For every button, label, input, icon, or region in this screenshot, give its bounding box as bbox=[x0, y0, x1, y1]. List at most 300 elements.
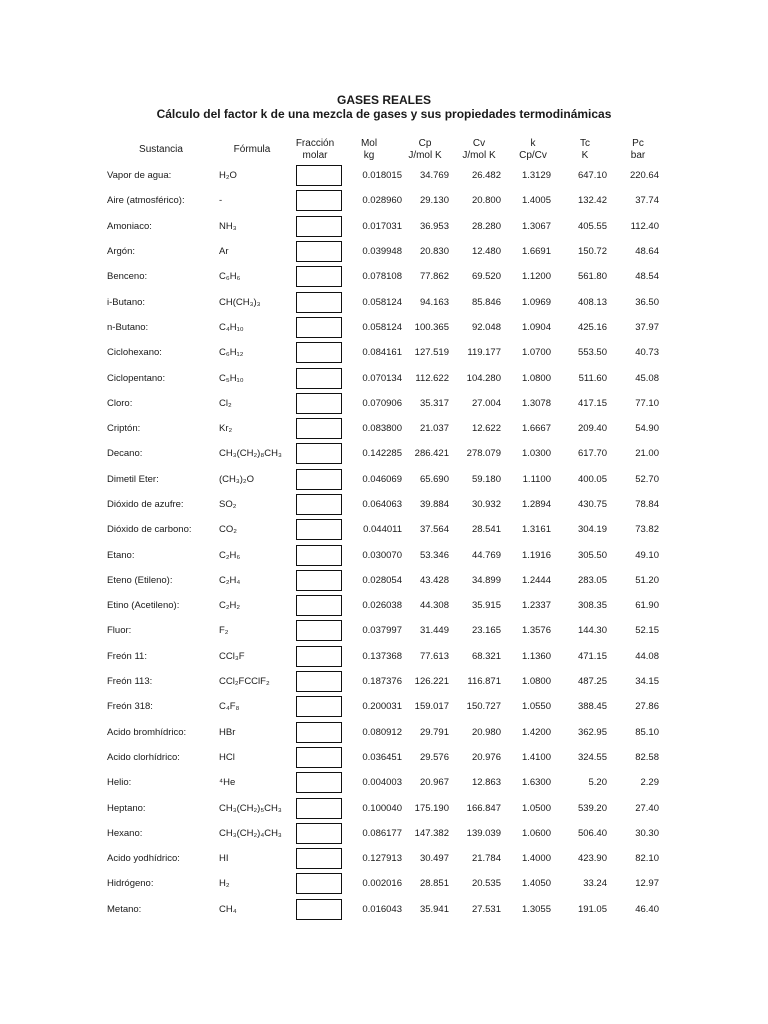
pc-value: 48.54 bbox=[635, 271, 659, 283]
pc-value: 85.10 bbox=[635, 726, 659, 738]
substance-formula: C₄F₈ bbox=[219, 701, 240, 713]
pc-value: 82.58 bbox=[635, 751, 659, 763]
table-row bbox=[104, 897, 659, 922]
tc-value: 283.05 bbox=[577, 574, 607, 586]
cp-value: 126.221 bbox=[414, 676, 449, 688]
header-tc-line1: Tc bbox=[580, 138, 590, 149]
cv-value: 26.482 bbox=[471, 170, 501, 182]
substance-formula: CH₄ bbox=[219, 903, 237, 915]
pc-value: 44.08 bbox=[635, 650, 659, 662]
molar-fraction-input[interactable] bbox=[296, 469, 342, 490]
molar-fraction-cell bbox=[294, 289, 346, 314]
molar-fraction-input[interactable] bbox=[296, 443, 342, 464]
cp-value: 39.884 bbox=[419, 499, 449, 510]
table-row bbox=[104, 618, 659, 643]
pc-value: 54.90 bbox=[635, 423, 659, 435]
molar-fraction-cell bbox=[294, 441, 346, 466]
cp-value: 175.190 bbox=[414, 802, 449, 814]
cp-value: 35.941 bbox=[419, 903, 449, 915]
molar-fraction-cell bbox=[294, 745, 346, 770]
k-value: 1.6667 bbox=[521, 423, 551, 435]
cv-value: 166.847 bbox=[466, 802, 501, 814]
pc-value: 73.82 bbox=[635, 524, 659, 536]
tc-value: 150.72 bbox=[577, 246, 607, 258]
substance-formula: CCl₃F bbox=[219, 650, 245, 662]
page-subtitle: Cálculo del factor k de una mezcla de gases y sus propiedades termodinámicas bbox=[156, 107, 612, 121]
molar-fraction-input[interactable] bbox=[296, 722, 342, 743]
molar-mass: 0.187376 bbox=[362, 676, 402, 688]
molar-fraction-cell bbox=[294, 669, 346, 694]
substance-name: Dióxido de carbono: bbox=[107, 524, 192, 536]
molar-fraction-input[interactable] bbox=[296, 418, 342, 439]
tc-value: 400.05 bbox=[577, 473, 607, 485]
molar-fraction-cell bbox=[294, 264, 346, 289]
page-title: GASES REALES bbox=[336, 93, 432, 107]
substance-name: Aire (atmosférico): bbox=[107, 195, 185, 207]
molar-fraction-input[interactable] bbox=[296, 899, 342, 920]
k-value: 1.2337 bbox=[521, 600, 551, 612]
molar-mass: 0.084161 bbox=[362, 347, 402, 359]
molar-mass: 0.030070 bbox=[362, 549, 402, 561]
substance-formula: C₆H₁₂ bbox=[219, 347, 244, 359]
cp-value: 29.576 bbox=[419, 751, 449, 763]
header-fraccion bbox=[287, 138, 343, 162]
table-row bbox=[104, 289, 659, 314]
substance-name: Decano: bbox=[107, 448, 143, 460]
table-row bbox=[104, 163, 659, 188]
tc-value: 304.19 bbox=[577, 524, 607, 536]
molar-fraction-input[interactable] bbox=[296, 519, 342, 540]
substance-name: Etano: bbox=[107, 549, 135, 561]
molar-fraction-input[interactable] bbox=[296, 368, 342, 389]
molar-fraction-cell bbox=[294, 492, 346, 517]
header-cp bbox=[400, 138, 450, 162]
tc-value: 324.55 bbox=[577, 751, 607, 763]
k-value: 1.3129 bbox=[521, 170, 551, 182]
cv-value: 23.165 bbox=[471, 625, 501, 637]
molar-fraction-input[interactable] bbox=[296, 165, 342, 186]
cv-value: 30.932 bbox=[471, 499, 501, 510]
molar-mass: 0.044011 bbox=[363, 524, 402, 536]
molar-fraction-cell bbox=[294, 467, 346, 492]
molar-fraction-input[interactable] bbox=[296, 798, 342, 819]
cp-value: 35.317 bbox=[419, 397, 449, 409]
k-value: 1.4000 bbox=[521, 853, 551, 865]
tc-value: 362.95 bbox=[577, 726, 607, 738]
k-value: 1.3078 bbox=[521, 397, 551, 409]
k-value: 1.1916 bbox=[521, 549, 551, 561]
molar-fraction-input[interactable] bbox=[296, 266, 342, 287]
substance-formula: C₂H₂ bbox=[219, 600, 241, 612]
table-row bbox=[104, 669, 659, 694]
pc-value: 52.15 bbox=[635, 625, 659, 637]
substance-name: Acido yodhídrico: bbox=[107, 853, 180, 865]
molar-fraction-cell bbox=[294, 821, 346, 846]
cv-value: 68.321 bbox=[471, 650, 501, 662]
pc-value: 112.40 bbox=[630, 220, 659, 232]
cv-value: 139.039 bbox=[466, 827, 501, 839]
table-row bbox=[104, 264, 659, 289]
cv-value: 12.622 bbox=[471, 423, 501, 435]
cv-value: 119.177 bbox=[467, 347, 501, 359]
cv-value: 27.531 bbox=[471, 903, 501, 915]
tc-value: 209.40 bbox=[577, 423, 607, 435]
table-row bbox=[104, 239, 659, 264]
header-cp-line1: Cp bbox=[418, 138, 432, 149]
molar-fraction-cell bbox=[294, 720, 346, 745]
cv-value: 85.846 bbox=[471, 296, 501, 308]
cv-value: 35.915 bbox=[471, 600, 501, 612]
molar-fraction-input[interactable] bbox=[296, 190, 342, 211]
molar-fraction-cell bbox=[294, 618, 346, 643]
table-row bbox=[104, 517, 659, 542]
substance-name: Fluor: bbox=[107, 625, 132, 637]
molar-mass: 0.016043 bbox=[362, 903, 402, 915]
k-value: 1.0700 bbox=[521, 347, 551, 359]
molar-mass: 0.086177 bbox=[362, 827, 402, 839]
cv-value: 20.980 bbox=[471, 726, 501, 738]
k-value: 1.0800 bbox=[521, 676, 551, 688]
header-k bbox=[511, 138, 555, 162]
molar-fraction-cell bbox=[294, 214, 346, 239]
molar-fraction-input[interactable] bbox=[296, 747, 342, 768]
table-row bbox=[104, 568, 659, 593]
substance-name: Criptón: bbox=[107, 423, 141, 435]
substance-name: Freón 318: bbox=[107, 701, 153, 713]
molar-fraction-input[interactable] bbox=[296, 292, 342, 313]
cp-value: 36.953 bbox=[419, 220, 449, 232]
molar-fraction-cell bbox=[294, 795, 346, 820]
substance-formula: C₅H₁₀ bbox=[219, 372, 244, 384]
substance-formula: HBr bbox=[219, 726, 236, 738]
molar-fraction-input[interactable] bbox=[296, 570, 342, 591]
k-value: 1.1200 bbox=[521, 271, 551, 283]
molar-fraction-input[interactable] bbox=[296, 545, 342, 566]
table-row bbox=[104, 745, 659, 770]
header-tc bbox=[565, 138, 605, 162]
header-sustancia bbox=[126, 144, 196, 156]
pc-value: 46.40 bbox=[635, 903, 659, 915]
molar-mass: 0.002016 bbox=[362, 878, 402, 890]
tc-value: 471.15 bbox=[577, 650, 607, 662]
substance-name: Acido clorhídrico: bbox=[107, 751, 180, 763]
table-row bbox=[104, 315, 659, 340]
pc-value: 40.73 bbox=[635, 347, 659, 359]
header-sustancia-label: Sustancia bbox=[139, 144, 183, 155]
cv-value: 44.769 bbox=[471, 549, 501, 561]
substance-formula: CH(CH₃)₃ bbox=[219, 296, 261, 308]
substance-name: Freón 113: bbox=[107, 676, 153, 688]
substance-formula: CCl₂FCClF₂ bbox=[219, 676, 270, 688]
pc-value: 45.08 bbox=[635, 372, 659, 384]
molar-fraction-cell bbox=[294, 188, 346, 213]
molar-fraction-input[interactable] bbox=[296, 241, 342, 262]
substance-name: Benceno: bbox=[107, 271, 148, 283]
molar-fraction-input[interactable] bbox=[296, 772, 342, 793]
cp-value: 44.308 bbox=[419, 600, 449, 612]
molar-fraction-cell bbox=[294, 897, 346, 922]
cv-value: 116.871 bbox=[467, 676, 501, 688]
molar-mass: 0.083800 bbox=[362, 423, 402, 435]
molar-fraction-input[interactable] bbox=[296, 646, 342, 667]
molar-mass: 0.018015 bbox=[362, 170, 402, 182]
cp-value: 29.130 bbox=[419, 195, 449, 207]
substance-formula: ⁴He bbox=[219, 777, 236, 789]
tc-value: 511.60 bbox=[578, 372, 607, 384]
molar-fraction-cell bbox=[294, 542, 346, 567]
substance-name: Acido bromhídrico: bbox=[107, 726, 187, 738]
substance-name: i-Butano: bbox=[107, 296, 146, 308]
molar-fraction-cell bbox=[294, 644, 346, 669]
cv-value: 150.727 bbox=[466, 701, 501, 713]
pc-value: 37.97 bbox=[635, 321, 659, 333]
cp-value: 94.163 bbox=[419, 296, 449, 308]
substance-formula: C₂H₄ bbox=[219, 574, 241, 586]
header-mol-line2: kg bbox=[363, 150, 375, 161]
substance-name: Dimetil Eter: bbox=[107, 473, 159, 485]
molar-mass: 0.039948 bbox=[362, 246, 402, 258]
cv-value: 20.976 bbox=[471, 751, 501, 763]
pc-value: 27.40 bbox=[635, 802, 659, 814]
substance-formula: CH₃(CH₂)₈CH₃ bbox=[219, 448, 282, 460]
molar-mass: 0.080912 bbox=[362, 726, 402, 738]
substance-name: Eteno (Etileno): bbox=[107, 574, 173, 586]
tc-value: 561.80 bbox=[577, 271, 607, 283]
cv-value: 28.280 bbox=[471, 220, 501, 232]
molar-fraction-cell bbox=[294, 568, 346, 593]
pc-value: 36.50 bbox=[635, 296, 659, 308]
table-row bbox=[104, 694, 659, 719]
molar-fraction-cell bbox=[294, 340, 346, 365]
pc-value: 52.70 bbox=[635, 473, 659, 485]
substance-formula: CO₂ bbox=[219, 524, 237, 536]
molar-mass: 0.028054 bbox=[362, 574, 402, 586]
molar-mass: 0.004003 bbox=[362, 777, 402, 789]
substance-name: Freón 11: bbox=[107, 650, 147, 662]
substance-name: Metano: bbox=[107, 903, 142, 915]
table-row bbox=[104, 846, 659, 871]
molar-fraction-input[interactable] bbox=[296, 696, 342, 717]
pc-value: 30.30 bbox=[635, 827, 659, 839]
molar-mass: 0.026038 bbox=[362, 600, 402, 612]
k-value: 1.6691 bbox=[521, 246, 551, 258]
substance-name: Vapor de agua: bbox=[107, 170, 172, 182]
tc-value: 487.25 bbox=[577, 676, 607, 688]
k-value: 1.6300 bbox=[521, 777, 551, 789]
table-row bbox=[104, 871, 659, 896]
substance-formula: (CH₃)₂O bbox=[219, 473, 254, 485]
tc-value: 539.20 bbox=[577, 802, 607, 814]
molar-mass: 0.046069 bbox=[362, 473, 402, 485]
substance-formula: NH₃ bbox=[219, 220, 237, 232]
molar-mass: 0.200031 bbox=[362, 701, 402, 713]
header-formula bbox=[222, 144, 282, 156]
header-pc bbox=[618, 138, 658, 162]
cp-value: 30.497 bbox=[419, 853, 449, 865]
substance-formula: HCl bbox=[219, 751, 235, 763]
tc-value: 423.90 bbox=[577, 853, 607, 865]
cp-value: 20.967 bbox=[419, 777, 449, 789]
header-pc-line1: Pc bbox=[632, 138, 644, 149]
table-row bbox=[104, 492, 659, 517]
molar-fraction-cell bbox=[294, 163, 346, 188]
gas-rows bbox=[104, 163, 659, 922]
cp-value: 159.017 bbox=[414, 701, 449, 713]
molar-fraction-input[interactable] bbox=[296, 620, 342, 641]
cp-value: 29.791 bbox=[419, 726, 449, 738]
molar-fraction-input[interactable] bbox=[296, 848, 342, 869]
cp-value: 112.622 bbox=[415, 372, 449, 384]
substance-name: Ciclohexano: bbox=[107, 347, 162, 359]
molar-fraction-input[interactable] bbox=[296, 823, 342, 844]
header-tc-line2: K bbox=[581, 150, 589, 161]
substance-name: Dióxido de azufre: bbox=[107, 499, 184, 510]
substance-name: Cloro: bbox=[107, 397, 133, 409]
substance-name: Argón: bbox=[107, 246, 135, 258]
table-row bbox=[104, 467, 659, 492]
header-cp-line2: J/mol K bbox=[408, 150, 442, 161]
molar-mass: 0.137368 bbox=[362, 650, 402, 662]
pc-value: 49.10 bbox=[635, 549, 659, 561]
molar-mass: 0.028960 bbox=[362, 195, 402, 207]
molar-mass: 0.017031 bbox=[362, 220, 402, 232]
pc-value: 78.84 bbox=[635, 499, 659, 510]
substance-name: Etino (Acetileno): bbox=[107, 600, 180, 612]
k-value: 1.1360 bbox=[521, 650, 551, 662]
molar-fraction-input[interactable] bbox=[296, 317, 342, 338]
substance-formula: SO₂ bbox=[219, 499, 237, 510]
molar-fraction-cell bbox=[294, 770, 346, 795]
header-cv-line1: Cv bbox=[472, 138, 486, 149]
pc-value: 12.97 bbox=[635, 878, 659, 890]
k-value: 1.4100 bbox=[521, 751, 551, 763]
substance-formula: Cl₂ bbox=[219, 397, 232, 409]
tc-value: 132.42 bbox=[577, 195, 607, 207]
pc-value: 21.00 bbox=[635, 448, 659, 460]
molar-fraction-cell bbox=[294, 416, 346, 441]
header-formula-label: Fórmula bbox=[233, 144, 271, 155]
pc-value: 27.86 bbox=[635, 701, 659, 713]
pc-value: 82.10 bbox=[635, 853, 659, 865]
table-row bbox=[104, 365, 659, 390]
tc-value: 647.10 bbox=[577, 170, 607, 182]
tc-value: 617.70 bbox=[577, 448, 607, 460]
cv-value: 20.535 bbox=[471, 878, 501, 890]
cv-value: 92.048 bbox=[471, 321, 501, 333]
molar-mass: 0.127913 bbox=[362, 853, 402, 865]
tc-value: 405.55 bbox=[577, 220, 607, 232]
header-cv bbox=[454, 138, 504, 162]
tc-value: 5.20 bbox=[588, 777, 607, 789]
molar-mass: 0.070134 bbox=[362, 372, 402, 384]
k-value: 1.0500 bbox=[521, 802, 551, 814]
table-row bbox=[104, 770, 659, 795]
substance-name: Hexano: bbox=[107, 827, 143, 839]
k-value: 1.4200 bbox=[521, 726, 551, 738]
tc-value: 506.40 bbox=[577, 827, 607, 839]
cv-value: 278.079 bbox=[466, 448, 501, 460]
pc-value: 77.10 bbox=[635, 397, 659, 409]
substance-formula: F₂ bbox=[219, 625, 229, 637]
molar-fraction-input[interactable] bbox=[296, 595, 342, 616]
table-row bbox=[104, 593, 659, 618]
molar-fraction-input[interactable] bbox=[296, 216, 342, 237]
cp-value: 127.519 bbox=[414, 347, 449, 359]
table-row bbox=[104, 214, 659, 239]
pc-value: 220.64 bbox=[629, 170, 659, 182]
substance-formula: CH₃(CH₂)₅CH₃ bbox=[219, 802, 282, 814]
header-fraccion-line1: Fracción bbox=[295, 138, 335, 149]
molar-mass: 0.058124 bbox=[362, 296, 402, 308]
tc-value: 553.50 bbox=[577, 347, 607, 359]
gas-properties-table bbox=[104, 163, 659, 922]
molar-fraction-input[interactable] bbox=[296, 494, 342, 515]
molar-fraction-cell bbox=[294, 694, 346, 719]
k-value: 1.3055 bbox=[521, 903, 551, 915]
k-value: 1.3161 bbox=[521, 524, 551, 536]
substance-formula: - bbox=[219, 195, 223, 207]
k-value: 1.2444 bbox=[521, 574, 551, 586]
cp-value: 77.613 bbox=[419, 650, 449, 662]
tc-value: 191.05 bbox=[577, 903, 607, 915]
table-row bbox=[104, 340, 659, 365]
substance-formula: Kr₂ bbox=[219, 423, 233, 435]
substance-formula: CH₃(CH₂)₄CH₃ bbox=[219, 827, 282, 839]
cv-value: 59.180 bbox=[471, 473, 501, 485]
table-row bbox=[104, 441, 659, 466]
molar-fraction-input[interactable] bbox=[296, 393, 342, 414]
k-value: 1.2894 bbox=[521, 499, 551, 510]
cp-value: 31.449 bbox=[419, 625, 449, 637]
substance-formula: C₆H₆ bbox=[219, 271, 241, 283]
header-k-line1: k bbox=[530, 138, 536, 149]
tc-value: 308.35 bbox=[577, 600, 607, 612]
cp-value: 77.862 bbox=[419, 271, 449, 283]
header-mol bbox=[349, 138, 389, 162]
molar-fraction-cell bbox=[294, 315, 346, 340]
substance-formula: HI bbox=[219, 853, 229, 865]
tc-value: 388.45 bbox=[577, 701, 607, 713]
substance-formula: Ar bbox=[219, 246, 229, 258]
table-row bbox=[104, 542, 659, 567]
cv-value: 21.784 bbox=[471, 853, 501, 865]
molar-fraction-input[interactable] bbox=[296, 342, 342, 363]
tc-value: 33.24 bbox=[583, 878, 607, 890]
k-value: 1.3067 bbox=[521, 220, 551, 232]
tc-value: 417.15 bbox=[577, 397, 607, 409]
k-value: 1.0800 bbox=[521, 372, 551, 384]
table-row bbox=[104, 644, 659, 669]
molar-mass: 0.078108 bbox=[362, 271, 402, 283]
cp-value: 37.564 bbox=[419, 524, 449, 536]
cp-value: 53.346 bbox=[419, 549, 449, 561]
k-value: 1.4050 bbox=[521, 878, 551, 890]
cp-value: 21.037 bbox=[419, 423, 449, 435]
cv-value: 12.863 bbox=[471, 777, 501, 789]
header-cv-line2: J/mol K bbox=[462, 150, 496, 161]
table-row bbox=[104, 720, 659, 745]
tc-value: 430.75 bbox=[577, 499, 607, 510]
k-value: 1.0969 bbox=[521, 296, 551, 308]
molar-fraction-input[interactable] bbox=[296, 873, 342, 894]
table-row bbox=[104, 416, 659, 441]
molar-fraction-input[interactable] bbox=[296, 671, 342, 692]
cv-value: 20.800 bbox=[471, 195, 501, 207]
molar-fraction-cell bbox=[294, 846, 346, 871]
tc-value: 408.13 bbox=[577, 296, 607, 308]
molar-mass: 0.058124 bbox=[362, 321, 402, 333]
k-value: 1.0550 bbox=[521, 701, 551, 713]
